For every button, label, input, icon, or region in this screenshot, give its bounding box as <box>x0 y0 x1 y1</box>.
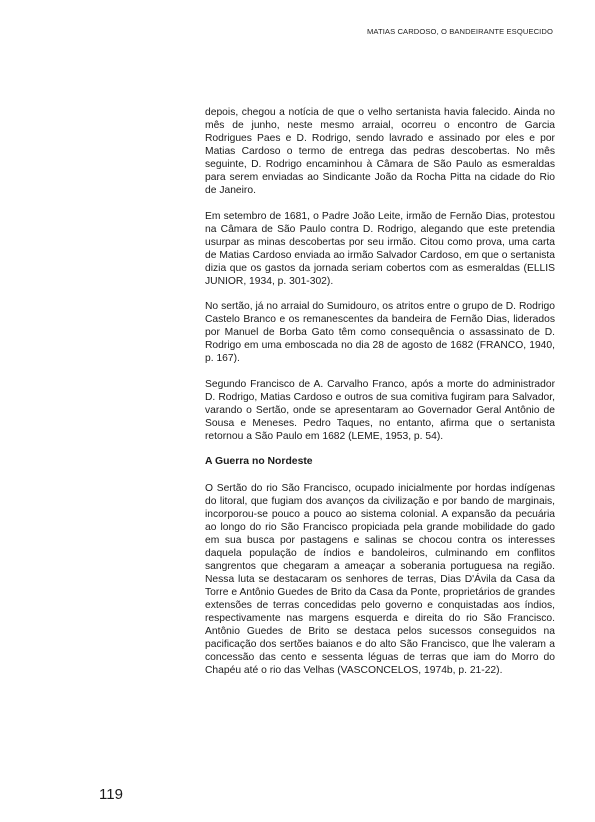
paragraph: No sertão, já no arraial do Sumidouro, os atritos entre o grupo de D. Rodrigo Castelo Branco e os remanescentes da bandeira de Fernão Dias, liderados por Manuel de Borba Gato têm como consequência o assassinato de D. Rodrigo em uma emboscada no dia 28 de agosto de 1682 (FRANCO, 1940, p. 167). <box>205 301 555 365</box>
section-heading: A Guerra no Nordeste <box>205 456 313 468</box>
running-header: MATIAS CARDOSO, O BANDEIRANTE ESQUECIDO <box>366 27 553 36</box>
paragraph: Em setembro de 1681, o Padre João Leite, irmão de Fernão Dias, protestou na Câmara de São Paulo contra D. Rodrigo, alegando que este pretendia usurpar as minas descobertas por seu irmão. Citou como prova, uma carta de Matias Cardoso enviada ao irmão Salvador Cardoso, em que o sertanista dizia que os gastos da jornada seriam cobertos com as esmeraldas (ELLIS JUNIOR, 1934, p. 301-302). <box>205 210 555 287</box>
page-number: 119 <box>99 786 123 803</box>
body-column <box>205 106 555 690</box>
paragraph: depois, chegou a notícia de que o velho sertanista havia falecido. Ainda no mês de junho, neste mesmo arraial, ocorreu o encontro de Garcia Rodrigues Paes e D. Rodrigo, sendo lavrado e assinado por eles e por Matias Cardoso o termo de entrega das pedras descobertas. No mês seguinte, D. Rodrigo encaminhou à Câmara de São Paulo as esmeraldas para serem enviadas ao Sindicante João da Rocha Pitta na cidade do Rio de Janeiro. <box>205 107 555 196</box>
paragraph: Segundo Francisco de A. Carvalho Franco, após a morte do administrador D. Rodrigo, Matias Cardoso e outros de sua comitiva fugiram para Salvador, varando o Sertão, onde se apresentaram ao Governador Geral Antônio de Sousa e Meneses. Pedro Taques, no entanto, afirma que o sertanista retornou a São Paulo em 1682 (LEME, 1953, p. 54). <box>205 378 555 442</box>
paragraph: O Sertão do rio São Francisco, ocupado inicialmente por hordas indígenas do litoral, que fugiam dos avanços da civilização e por bando de marginais, incorporou-se pouco a pouco ao sistema colonial. A expansão da pecuária ao longo do rio São Francisco propiciada pela grande mobilidade do gado em sua busca por pastagens e salinas se chocou contra os interesses daquela população de índios e bandoleiros, culminando em conflitos sangrentos que chegaram a ameaçar a soberania portuguesa na região. Nessa luta se destacaram os senhores de terras, Dias D'Ávila da Casa da Torre e Antônio Guedes de Brito da Casa da Ponte, proprietários de grandes extensões de terras concedidas pelo governo e conquistadas aos índios, respectivamente nas margens esquerda e direita do rio São Francisco. Antônio Guedes de Brito se destaca pelos sucessos conseguidos na pacificação dos sertões baianos e do alto São Francisco, que lhe valeram a concessão das cento e sessenta léguas de terras que iam do Morro do Chapéu até o rio das Velhas (VASCONCELOS, 1974b, p. 21-22). <box>205 483 555 677</box>
